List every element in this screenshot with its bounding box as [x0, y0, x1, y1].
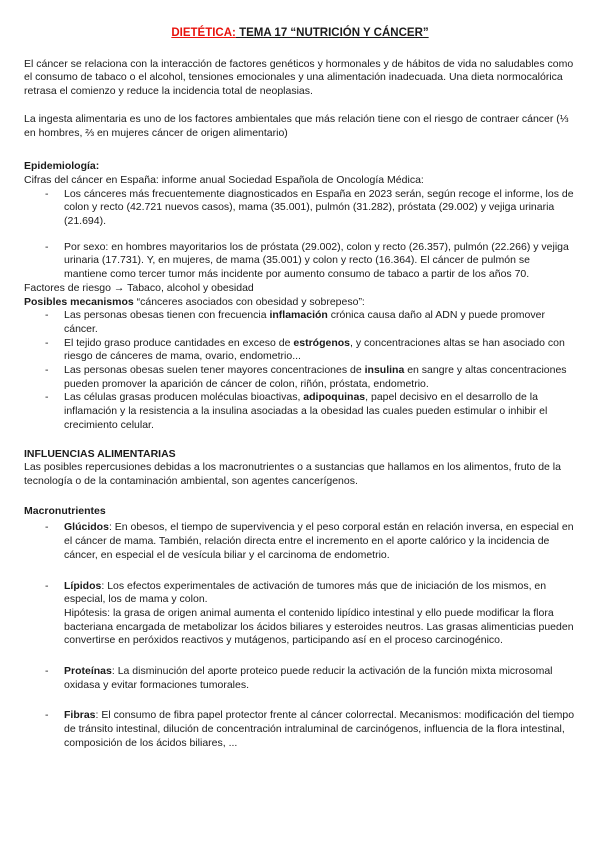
list-item — [24, 521, 576, 562]
list-item-text: El tejido graso produce cantidades en exceso de — [64, 336, 294, 349]
list-item-text: Las personas obesas suelen tener mayores concentraciones de — [64, 364, 365, 377]
list-item-separator: : — [108, 521, 115, 534]
mechanisms-lead-line — [24, 296, 576, 310]
list-item-term: Glúcidos — [64, 521, 109, 534]
list-item-text: crónica causa daño al ADN y puede promover cáncer. — [64, 309, 545, 335]
section-macronutrientes — [24, 505, 576, 751]
risk-factors-line: Factores de riesgo → Tabaco, alcohol y obesidad — [24, 281, 254, 294]
section-epidemiologia — [24, 160, 576, 432]
epidemiologia-list — [24, 188, 576, 282]
list-item — [24, 391, 576, 432]
list-item-separator: : — [95, 709, 102, 722]
macronutrientes-list — [24, 521, 576, 750]
list-item-keyword: adipoquinas — [303, 391, 366, 404]
section-influencias-alimentarias — [24, 448, 576, 489]
list-item-term: Fibras — [64, 709, 96, 722]
list-item-keyword: insulina — [364, 364, 405, 377]
list-item-separator: : — [111, 665, 118, 678]
title-topic: TEMA 17 “NUTRICIÓN Y CÁNCER” — [235, 27, 429, 39]
title-subject: DIETÉTICA: — [171, 27, 236, 39]
mechanisms-lead-rest: “cánceres asociados con obesidad y sobrepeso”: — [133, 295, 365, 308]
bullet-dash: - — [45, 709, 49, 722]
list-item-text: , papel decisivo en el desarrollo de la inflamación y la resistencia a la insulina asociadas a la obesidad las cuales pueden estimular o inhibir el crecimiento celular. — [64, 391, 548, 431]
list-item-term: Proteínas — [64, 665, 112, 678]
list-item-text: Las células grasas producen moléculas bioactivas, — [64, 391, 304, 404]
epidemiologia-heading: Epidemiología: — [24, 160, 100, 173]
list-item-keyword: estrógenos — [293, 336, 351, 349]
bullet-dash: - — [45, 665, 49, 678]
bullet-dash: - — [45, 391, 49, 404]
list-item — [24, 580, 576, 649]
list-item-term: Lípidos — [64, 579, 102, 592]
bullet-dash: - — [45, 240, 49, 253]
list-item-text: , y concentraciones altas se han asociado con riesgo de cánceres de mama, ovario, endometrio... — [64, 336, 565, 363]
influencias-body: Las posibles repercusiones debidas a los macronutrientes o a sustancias que hallamos en los alimentos, fruto de la tecnología o de la contaminación ambiental, son agentes cancerígenos. — [24, 461, 561, 487]
list-item-separator: : — [101, 579, 108, 592]
bullet-dash: - — [45, 187, 49, 200]
list-item-text: El consumo de fibra papel protector frente al cáncer colorrectal. Mecanismos: modificación del tiempo de tránsito intestinal, dilución de concentración intraluminal de carcinógenos, influencia de la flora intestinal, composición de los ácidos biliares, ... — [64, 709, 575, 749]
list-item — [24, 241, 576, 282]
list-item — [24, 337, 576, 364]
list-item-text: Los cánceres más frecuentemente diagnosticados en España en 2023 serán, según recoge el informe, los de colon y recto (42.721 nuevos casos), mama (35.001), pulmón (31.282), próstata (29.002) y vejiga urinaria (21.694). — [64, 187, 574, 228]
list-item-text: Por sexo: en hombres mayoritarios los de próstata (29.002), colon y recto (26.357), pulmón (22.266) y vejiga urinaria (17.731). Y, en mujeres, de mama (35.001) y colon y recto (16.364). El cáncer de pulmón se mantiene como tercer tumor más incidente por aumento consumo de tabaco a partir de los años 70. — [64, 240, 569, 281]
bullet-dash: - — [45, 336, 49, 349]
bullet-dash: - — [45, 309, 49, 322]
intro-paragraph-2: La ingesta alimentaria es uno de los factores ambientales que más relación tiene con el riesgo de contraer cáncer (⅓ en hombres, ⅔ en mujeres cáncer de origen alimentario) — [24, 112, 569, 139]
list-item — [24, 364, 576, 391]
list-item — [24, 709, 576, 750]
bullet-dash: - — [45, 521, 49, 534]
macronutrientes-heading: Macronutrientes — [24, 504, 106, 517]
intro-paragraph-1: El cáncer se relaciona con la interacción de factores genéticos y hormonales y de hábitos de vida no saludables como el consumo de tabaco o el alcohol, tensiones emocionales y una alimentación inadecuada. Una dieta normocalórica retrasa el comienzo y reduce la incidencia total de neoplasias. — [24, 57, 574, 98]
list-item-text: Los efectos experimentales de activación de tumores más que de iniciación de los mismos, en especial, los de mama y colon. — [64, 579, 547, 606]
bullet-dash: - — [45, 579, 49, 592]
list-item — [24, 665, 576, 692]
mechanisms-lead-bold: Posibles mecanismos — [24, 295, 134, 308]
list-item-keyword: inflamación — [269, 309, 328, 322]
list-item-text: en sangre y altas concentraciones pueden promover la aparición de cáncer de colon, riñón, próstata, endometrio. — [64, 364, 567, 390]
list-item — [24, 188, 576, 229]
mechanisms-list — [24, 309, 576, 432]
list-item-text: La disminución del aporte proteico puede reducir la activación de la función mixta microsomal oxidasa y evitar formaciones tumorales. — [64, 665, 553, 691]
list-item-subtext: Hipótesis: la grasa de origen animal aumenta el contenido lipídico intestinal y ello puede modificar la flora bacteriana encargada de metabolizar los ácidos biliares y esteroides neutros. Las grasas alimenticias pueden convertirse en peróxidos reactivos y mutágenos, participando así en el proceso carcinogénico. — [64, 606, 574, 647]
list-item-text: En obesos, el tiempo de supervivencia y el peso corporal están en relación inversa, en especial en el cáncer de mama. También, relación directa entre el incremento en el aporte calórico y la incidencia de cáncer, en especial el de vesícula biliar y el carcinoma de endometrio. — [64, 521, 574, 561]
list-item-text: Las personas obesas tienen con frecuencia — [64, 309, 270, 322]
bullet-dash: - — [45, 364, 49, 377]
epidemiologia-intro-line: Cifras del cáncer en España: informe anual Sociedad Española de Oncología Médica: — [24, 173, 424, 186]
page-title — [24, 27, 576, 41]
list-item — [24, 309, 576, 336]
influencias-heading: INFLUENCIAS ALIMENTARIAS — [24, 447, 176, 460]
